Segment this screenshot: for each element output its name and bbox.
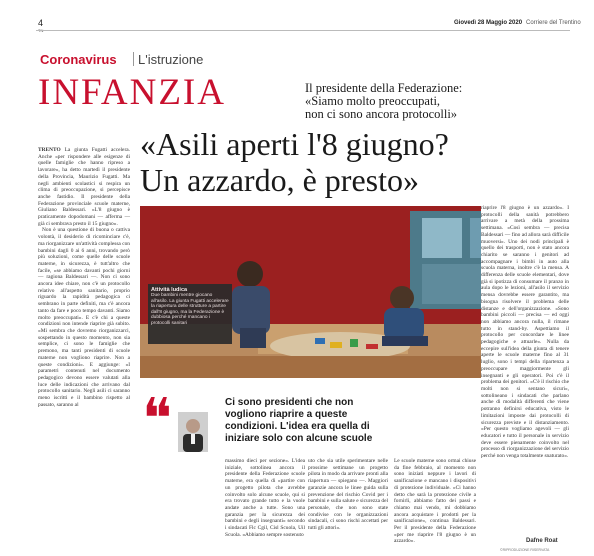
mid-column-1-text: massimo dieci per sezione». L'idea iniziale, sottolinea ancora il presidente della Federazione scuole materne, era quella di «partire con un progetto pilota che avrebbe coinvolto solo alcune scuole, qui si era trovato grande tutto e la vuole andate anche a tutte. Sono una garanzia per la sicurezza dei bambini e degli insegnanti» secondo i sindacati Flc Cgil, Cisl Scuola, Uil Scuola. «Abbiamo sempre sostenuto [225,458,305,538]
mid-column-2 [308,458,388,538]
headline-line-1: «Asili aperti l'8 giugno? [140,126,449,162]
section-topic: Coronavirus [40,52,117,67]
mid-column-3 [394,458,476,545]
right-column [481,205,569,535]
dateline: TRENTO [38,147,61,153]
kicker-title: INFANZIA [38,72,226,113]
main-headline [140,126,580,198]
section-subtopic: L'istruzione [138,52,204,67]
page-number: 4 [38,18,44,28]
side-quote-line-3: non ci sono ancora protocolli» [305,107,458,121]
right-signature: Dafne Roat [526,538,558,544]
header-rule [36,30,570,31]
pull-quote-line-4: iniziare solo con alcune scuole [225,433,373,444]
pull-quote-line-1: Ci sono presidenti che non [225,397,354,408]
pull-quote-line-3: condizioni. L'idea era quella di [225,421,370,432]
publication-name: Corriere del Trentino [526,20,581,26]
left-column [38,147,130,542]
pull-quote-line-2: vogliono riaprire a queste [225,409,348,420]
side-quote-line-1: Il presidente della Federazione: [305,81,463,95]
mid-column-2-text: uto che sia utile sperimentare nelle prossime settimane un progetto pilota in modo da arrivare pronti alla riapertura — spiegano —. Maggiori garanzie ancora le linee guida sulla prevenzione del rischio Covid per i bambini e sulla salute e sicurezza del personale, che non sono state condivise con le organizzazioni sindacali, ci sono rischi accettati per tutti gli attori». [308,458,388,532]
portrait-photo [178,412,208,452]
photo-caption-title: Attività ludica [151,287,188,293]
pull-quote [225,397,480,445]
copyright-credit: ©RIPRODUZIONE RISERVATA [500,548,550,552]
mid-column-3-text: Le scuole materne sono ormai chiuse da fine febbraio, al momento non sono iniziati neppure i lavori di sanificazione e mancano i dispositivi di protezione individuale. «Ci hanno detto che sarà la protezione civile a fornirli, abbiamo fatto dei passi e chiamo mai vendo, mi dobbiamo ancora acquistare i prodotti per la sanificazione», continua Baldessari. Per il presidente della Federazione «per me riaprire l'8 giugno è un azzardo». [394,458,476,545]
headline-line-2: Un azzardo, è presto» [140,162,419,198]
right-column-text: riaprire l'8 giugno è un azzardo». I protocolli della sanità potrebbero arrivare a metà della prossima settimana. «Così sembra — precisa Baldessari — fino ad allora sarà difficile muoversi». Uno dei nodi principali è quello dei trasporti, non è stato ancora chiarito se saranno i genitori ad accompagnare i bimbi in auto alla scuola materna, inoltre c'è la mensa. A differenza delle scuole elementari, dove già si ipotizza di consumare il pranzo in aula dopo le lezioni, all'asilo il servizio mensa dovrebbe essere garantito, ma bisogna risolvere il problema delle distanze e dell'organizzazione. «Sono bambini piccoli — precisa — ed oggi non abbiamo ancora nulla, il rimane tutto in stand-by. Aspettiamo il protocollo per concordare le linee pedagogiche e attuarle». Nulla da eccepire sull'idea della giunta di tenere aperte le scuole materne fino al 31 luglio, sono i tempi della ripartenza a preoccupare maggiormente gli insegnanti e gli operatori. Poi c'è il problema dei genitori. «C'è il rischio che molti non si sentano sicuri», sottolineano i sindacati che parlano anche di modalità differenti che viene potranno definirsi educativa, visto le limitazioni imposte dai protocolli di sicurezza previste e il distanziamento. «Per questo vogliamo agevoli — gli educatori e tutto il personale in servizio deve essere pienamente coinvolto nel processo di riorganizzazione del servizio perché non venga totalmente snaturato». [481,205,569,460]
side-quote-line-2: «Siamo molto preoccupati, [305,94,441,108]
photo-caption-text: Due bambini mentre giocano all'asilo. La giunta Fugatti accelerare la riapertura delle strutture a partire dall'8 giugno, ma la Federazione è dubbiosa perché mancano i protocolli sanitari [151,293,229,326]
section-divider [133,52,134,66]
mid-column-1 [225,458,305,538]
portrait-illustration [178,412,208,452]
side-quote [305,82,560,121]
date-line: Giovedì 28 Maggio 2020 [454,20,523,26]
photo-caption-box [148,284,232,344]
left-paragraph-2: Non è una questione di buona o cattiva volontà, il desiderio di ricominciare c'è, ma riorganizzare un'attività complessa con bambini dagli 0 ai 6 anni, trovando però più soluzioni, come quelle delle scuole materne, in sicurezza, è tutt'altro che facile, «se abbiamo davanti pochi giorni — ragiona Baldessari —. Non ci sono ancora idee chiare, non c'è un protocollo relativo all'aspetto sanitario, proprio riguardo la rapidità pedagogica ci sembrano in parte definiti, ma c'è ancora tanto da fare e poco tempo davanti. Siamo molto preoccupati». E c'è chi a queste condizioni non intende riaprire già subito. «Mi sembra che dovremo riorganizzarci, sospettando in questo momento, non sia semplice, ci sono le famiglie che premono, ma tanti presidenti di scuole materne non vogliono riaprire. Non a queste condizioni». E aggiunge: «I parametri contenuti nel documento pedagogico devono essere valutati alla luce delle indicazioni che arrivano dal protocollo sanitario. Negli asili ci saranno meno iscritti e il bambino rispetto al passato, saranno al [38,227,130,408]
left-paragraph-1: La giunta Fugatti accelera. Anche «per rispondere alle esigenze di quelle famiglie che hanno ripreso a lavorare», ha detto martedì il presidente della Provincia, Maurizio Fugatti. Ma negli ambienti scolastici si respira un clima di preoccupazione, si percepisce anche fastidio. Il presidente della Federazione provinciale scuole materne, Giuliano Baldessari. «L'8 giugno è praticamente dopodomani — afferma — già ci sembrava presto il 15 giugno». [38,147,130,227]
quote-mark-icon: ❝ [142,389,173,451]
